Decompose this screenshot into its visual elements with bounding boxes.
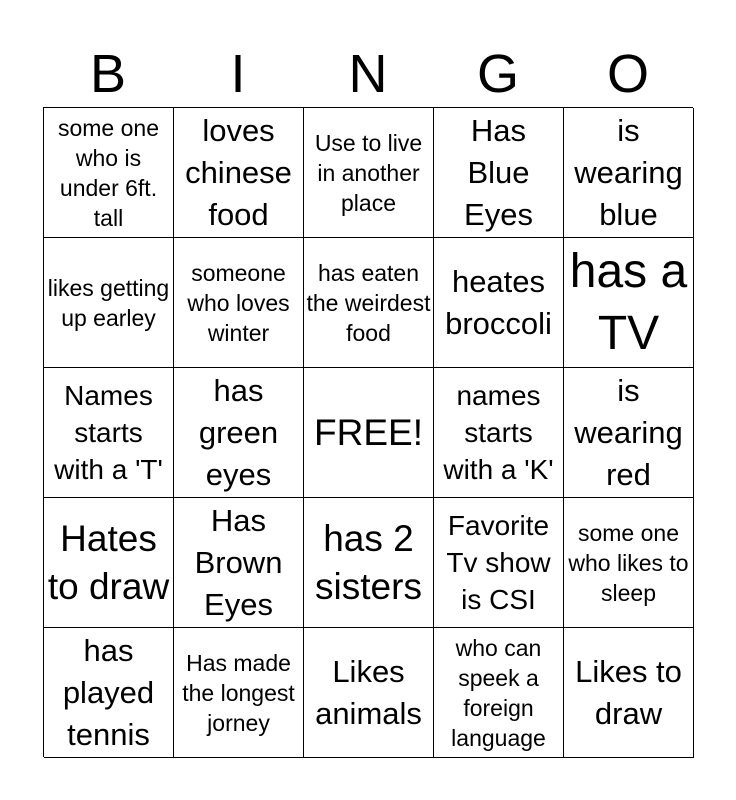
bingo-cell-r3-c1[interactable]	[44, 368, 174, 498]
bingo-cell-r3-c4[interactable]	[434, 368, 564, 498]
cell-text: names starts with a 'K'	[443, 380, 554, 485]
bingo-cell-r4-c1[interactable]	[44, 498, 174, 628]
cell-text: likes getting up earley	[47, 274, 170, 331]
cell-text: is wearing red	[574, 372, 683, 492]
header-letter-o: O	[606, 44, 649, 104]
bingo-cell-r2-c5[interactable]	[564, 238, 694, 368]
cell-text: some one who likes to sleep	[568, 519, 689, 606]
bingo-cell-r2-c4[interactable]	[434, 238, 564, 368]
cell-text: loves chinese food	[185, 112, 292, 232]
bingo-header	[43, 40, 693, 108]
cell-text: Likes animals	[315, 653, 422, 731]
cell-text: has green eyes	[198, 372, 279, 492]
header-letter-i: I	[230, 44, 246, 104]
bingo-cell-r4-c4[interactable]	[434, 498, 564, 628]
bingo-cell-r2-c1[interactable]	[44, 238, 174, 368]
cell-text: has 2 sisters	[315, 517, 422, 607]
header-letter-n: N	[348, 44, 388, 104]
cell-text: Favorite Tv show is CSI	[446, 510, 551, 615]
cell-text: has eaten the weirdest food	[306, 259, 431, 346]
cell-text: has a TV	[569, 244, 688, 360]
cell-text: Has Blue Eyes	[464, 112, 533, 232]
bingo-cell-r1-c2[interactable]	[174, 108, 304, 238]
bingo-cell-r2-c2[interactable]	[174, 238, 304, 368]
bingo-cell-r4-c3[interactable]	[304, 498, 434, 628]
bingo-cell-free[interactable]	[304, 368, 434, 498]
cell-text: Has made the longest jorney	[182, 649, 295, 736]
bingo-cell-r5-c5[interactable]	[564, 628, 694, 758]
bingo-cell-r4-c5[interactable]	[564, 498, 694, 628]
bingo-cell-r3-c2[interactable]	[174, 368, 304, 498]
cell-text: Use to live in another place	[314, 129, 423, 216]
bingo-cell-r1-c1[interactable]	[44, 108, 174, 238]
cell-text: Has Brown Eyes	[194, 502, 283, 622]
cell-text: who can speek a foreign language	[451, 634, 546, 751]
bingo-cell-r5-c3[interactable]	[304, 628, 434, 758]
bingo-cell-r1-c4[interactable]	[434, 108, 564, 238]
cell-text: is wearing blue	[574, 112, 683, 232]
bingo-board	[43, 107, 693, 757]
cell-text: has played tennis	[62, 632, 155, 752]
free-space-label: FREE!	[314, 411, 423, 453]
bingo-cell-r3-c5[interactable]	[564, 368, 694, 498]
cell-text: Names starts with a 'T'	[54, 380, 163, 485]
bingo-cell-r4-c2[interactable]	[174, 498, 304, 628]
cell-text: some one who is under 6ft. tall	[57, 114, 159, 231]
bingo-cell-r5-c4[interactable]	[434, 628, 564, 758]
cell-text: heates broccoli	[445, 263, 552, 341]
bingo-cell-r2-c3[interactable]	[304, 238, 434, 368]
bingo-cell-r5-c2[interactable]	[174, 628, 304, 758]
header-letter-g: G	[476, 44, 519, 104]
cell-text: Likes to draw	[575, 653, 682, 731]
bingo-cell-r1-c3[interactable]	[304, 108, 434, 238]
cell-text: Hates to draw	[47, 517, 170, 607]
header-letter-b: B	[89, 44, 127, 104]
bingo-cell-r5-c1[interactable]	[44, 628, 174, 758]
bingo-cell-r1-c5[interactable]	[564, 108, 694, 238]
cell-text: someone who loves winter	[187, 259, 290, 346]
